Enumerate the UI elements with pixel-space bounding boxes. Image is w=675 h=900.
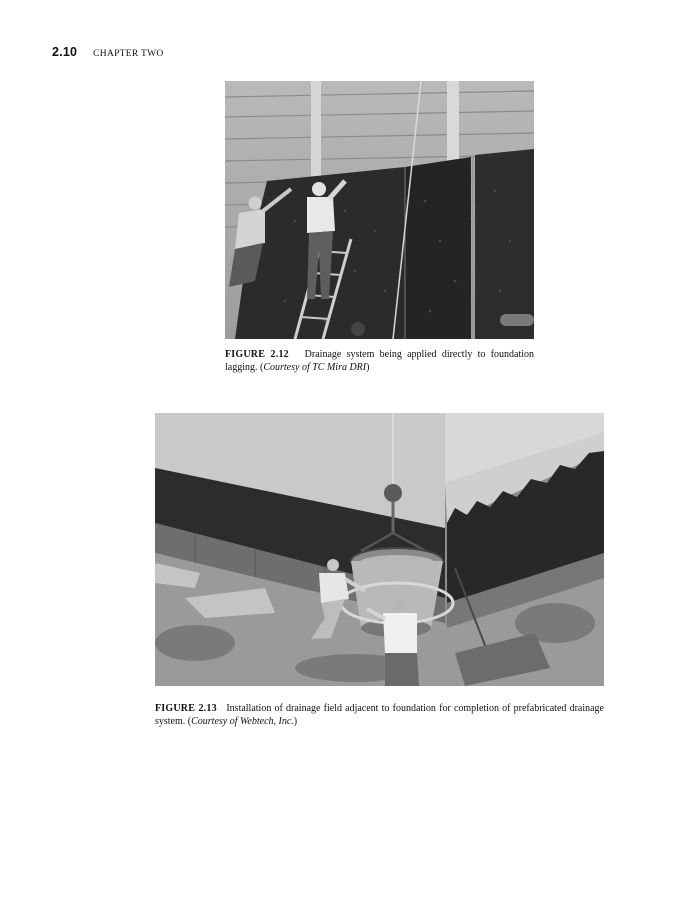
running-head xyxy=(52,45,164,59)
caption-credit: Courtesy of Webtech, Inc. xyxy=(191,716,294,727)
figure-2-12-caption: FIGURE 2.12 Drainage system being applied directly to foundation lagging. (Courtesy of TC Mira DRI) xyxy=(225,349,534,373)
figure-2-12-photo xyxy=(225,81,534,339)
figure-2-13-photo xyxy=(155,413,604,686)
figure-label: FIGURE 2.13 xyxy=(155,703,217,714)
figure-2-13-caption: FIGURE 2.13 Installation of drainage field adjacent to foundation for completion of prefabricated drainage system. (Courtesy of Webtech, Inc.) xyxy=(155,703,604,727)
caption-text: Drainage system being applied directly to foundation lagging. xyxy=(225,349,534,373)
caption-text: Installation of drainage field adjacent to foundation for completion of prefabricated drainage system. xyxy=(155,703,604,727)
chapter-title: CHAPTER TWO xyxy=(93,49,164,59)
page-number: 2.10 xyxy=(52,45,78,59)
figure-label: FIGURE 2.12 xyxy=(225,349,289,360)
caption-credit: Courtesy of TC Mira DRI xyxy=(263,362,367,373)
